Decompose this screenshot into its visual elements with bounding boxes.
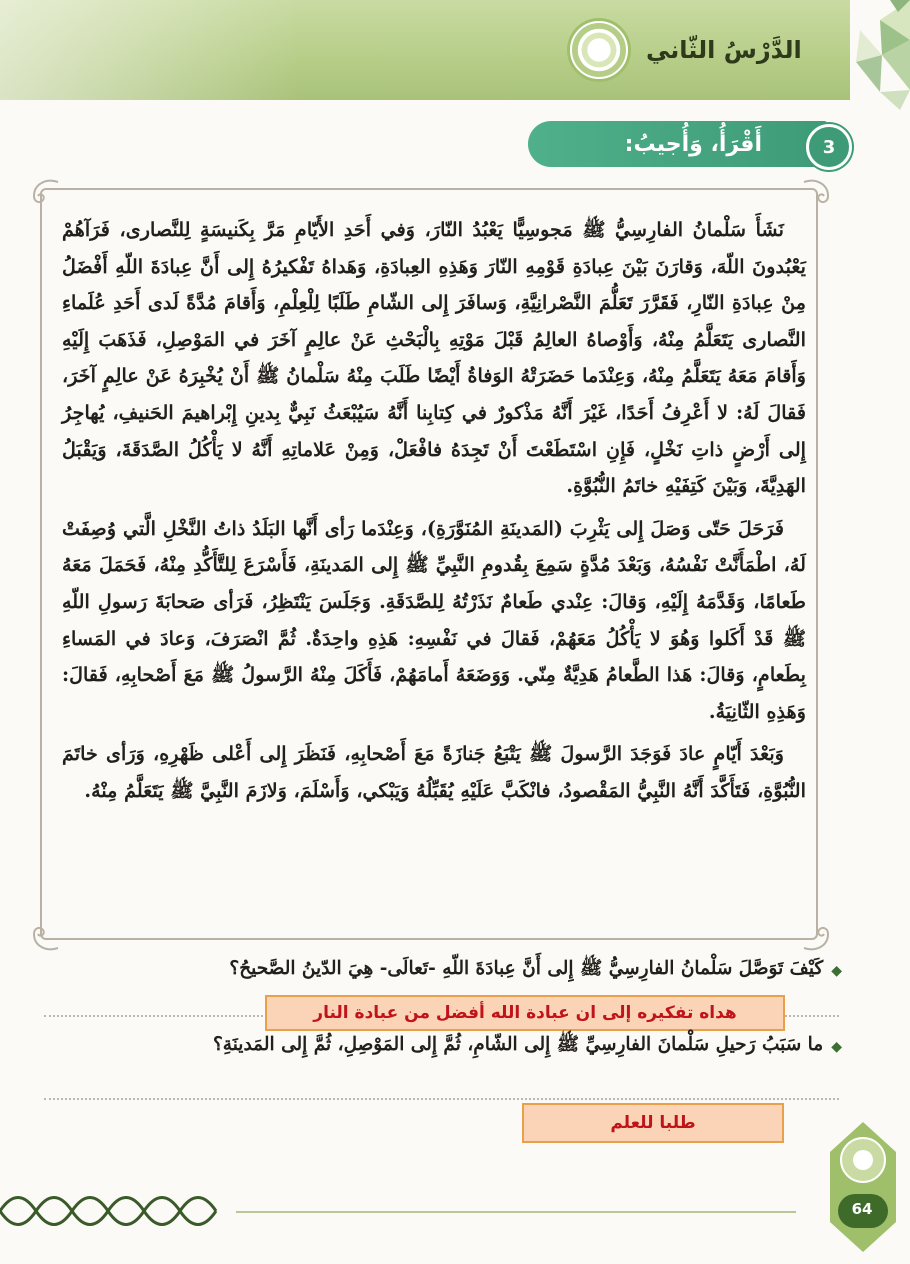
footer-line [236, 1211, 796, 1213]
page-badge [830, 1122, 896, 1252]
diamond-bullet-icon: ◆ [831, 1039, 842, 1055]
passage-paragraph: فَرَحَلَ حَتّى وَصَلَ إِلى يَثْرِبَ (المَدينَةِ المُنَوَّرَةِ)، وَعِنْدَما رَأى أَنَّها البَلَدُ ذاتُ النَّخْلِ الَّتي وُصِفَتْ لَهُ، اطْمَأَنَّتْ نَفْسُهُ، وَبَعْدَ مُدَّةٍ سَمِعَ بِقُدومِ النَّبِيِّ ﷺ إِلى المَدينَةِ، فَأَسْرَعَ لِلتَّأَكُّدِ مِنْهُ، فَحَمَلَ مَعَهُ طَعامًا، وَقَدَّمَهُ إِلَيْهِ، وَقالَ: عِنْدي طَعامٌ نَذَرْتُهُ لِلصَّدَقَةِ. وَجَلَسَ يَنْتَظِرُ، فَرَأى صَحابَةَ رَسولِ اللّهِ ﷺ قَدْ أَكَلوا وَهُوَ لا يَأْكُلُ مَعَهُمْ، فَقالَ في نَفْسِهِ: هَذِهِ واحِدَةٌ. ثُمَّ انْصَرَفَ، وَعادَ في المَساءِ بِطَعامٍ، وَقالَ: هَذا الطَّعامُ هَدِيَّةٌ مِنّي. وَوَضَعَهُ أَمامَهُمْ، فَأَكَلَ مِنْهُ الرَّسولُ ﷺ مَعَ أَصْحابِهِ، فَقالَ: وَهَذِهِ الثّانِيَةُ. [62, 516, 806, 723]
rosette-icon [570, 21, 628, 79]
answer-text: هداه تفكيره إلى ان عبادة الله أفضل من عبادة النار [313, 1003, 737, 1023]
passage-paragraph: وَبَعْدَ أَيّامٍ عادَ فَوَجَدَ الرَّسولَ ﷺ يَتْبَعُ جَنازَةً مَعَ أَصْحابِهِ، فَنَظَرَ إِلى أَعْلى ظَهْرِهِ، وَرَأى خاتَمَ النُّبُوَّةِ، فَتَأَكَّدَ أَنَّهُ النَّبِيُّ المَقْصودُ، فانْكَبَّ عَلَيْهِ يُقَبِّلُهُ وَيَبْكي، وَأَسْلَمَ، وَلازَمَ النَّبِيَّ ﷺ يَتَعَلَّمُ مِنْهُ. [62, 742, 806, 802]
section-badge [528, 121, 828, 167]
corner-ornament-icon [28, 176, 62, 210]
question-2 [62, 1034, 842, 1060]
section-title: أَقْرَأُ، وَأُجيبُ: [624, 131, 762, 157]
answer-box-2[interactable] [522, 1103, 784, 1143]
lesson-tab [570, 22, 840, 78]
corner-ornament-icon [800, 920, 834, 954]
reading-passage [62, 212, 806, 816]
corner-ornament-icon [28, 920, 62, 954]
page-number: 64 [851, 1200, 873, 1218]
lesson-title: الدَّرْسُ الثّاني [646, 36, 802, 64]
passage-paragraph: نَشَأَ سَلْمانُ الفارِسِيُّ ﷺ مَجوسِيًّا يَعْبُدُ النّارَ، وَفي أَحَدِ الأَيّامِ مَرَّ بِكَنيسَةٍ لِلنَّصارى، فَرَآهُمْ يَعْبُدونَ اللّهَ، وَقارَنَ بَيْنَ عِبادَةِ قَوْمِهِ النّارَ وَهَذِهِ العِبادَةِ، وَهَداهُ تَفْكيرُهُ إِلى أَنَّ عِبادَةَ اللّهِ أَفْضَلُ مِنْ عِبادَةِ النّارِ، فَقَرَّرَ تَعَلُّمَ النَّصْرانِيَّةِ، وَسافَرَ إِلى الشّامِ طَلَبًا لِلْعِلْمِ، وَأَقامَ مُدَّةً لَدى أَحَدِ عُلَماءِ النَّصارى يَتَعَلَّمُ مِنْهُ، وَأَوْصاهُ العالِمُ قَبْلَ مَوْتِهِ بِالْبَحْثِ عَنْ عالِمٍ آخَرَ في المَوْصِلِ، فَذَهَبَ إِلَيْهِ وَأَقامَ مَعَهُ يَتَعَلَّمُ مِنْهُ، وَعِنْدَما حَضَرَتْهُ الوَفاةُ أَيْضًا طَلَبَ مِنْهُ سَلْمانُ ﷺ أَنْ يُخْبِرَهُ عَنْ عالِمٍ آخَرَ، فَقالَ لَهُ: لا أَعْرِفُ أَحَدًا، غَيْرَ أَنَّهُ مَذْكورٌ في كِتابِنا أَنَّهُ سَيُبْعَثُ نَبِيٌّ بِدينِ إِبْراهيمَ الحَنيفِ، يُهاجِرُ إِلى أَرْضٍ ذاتِ نَخْلٍ، فَإِنِ اسْتَطَعْتَ أَنْ تَجِدَهُ فافْعَلْ، وَمِنْ عَلاماتِهِ أَنَّهُ لا يَأْكُلُ الصَّدَقَةَ، وَيَقْبَلُ الهَدِيَّةَ، وَبَيْنَ كَتِفَيْهِ خاتَمُ النُّبُوَّةِ. [62, 218, 806, 498]
question-text: ما سَبَبُ رَحيلِ سَلْمانَ الفارِسِيِّ ﷺ إِلى الشّامِ، ثُمَّ إِلى المَوْصِلِ، ثُمَّ إِلى المَدينَةِ؟ [212, 1034, 824, 1055]
chain-ornament-icon [0, 1189, 230, 1233]
diamond-bullet-icon: ◆ [831, 963, 842, 979]
question-text: كَيْفَ تَوَصَّلَ سَلْمانُ الفارِسِيُّ ﷺ إِلى أَنَّ عِبادَةَ اللّهِ -تَعالَى- هِيَ الدّينُ الصَّحيحُ؟ [229, 958, 824, 979]
corner-ornament-icon [800, 176, 834, 210]
answer-line [44, 1098, 839, 1100]
question-1 [62, 958, 842, 984]
answer-box-1[interactable] [265, 995, 785, 1031]
section-number: 3 [806, 124, 852, 170]
answer-text: طلبا للعلم [610, 1113, 696, 1133]
header-fade [0, 0, 300, 100]
